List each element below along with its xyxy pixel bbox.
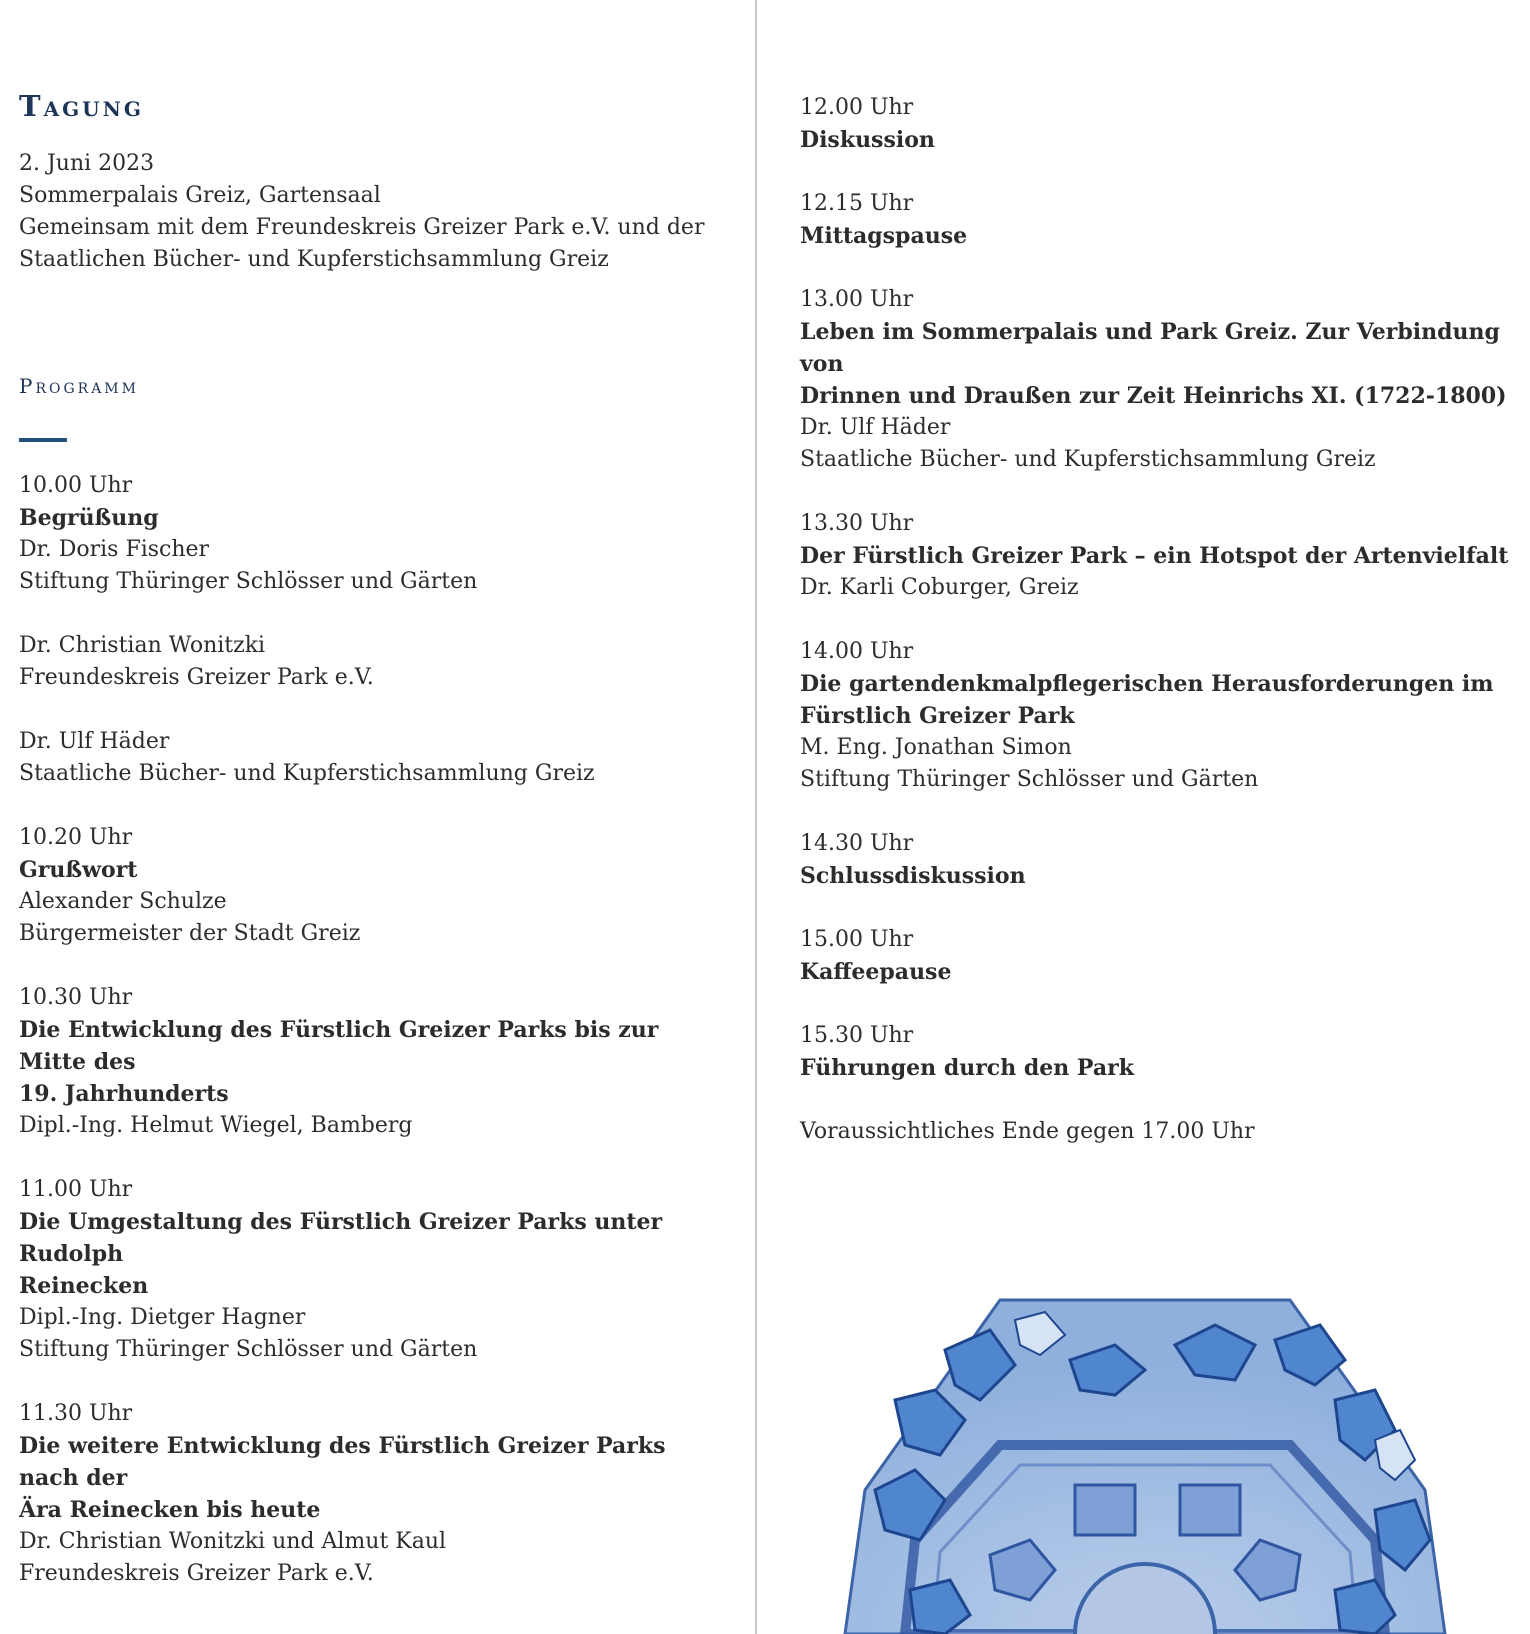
page-fold <box>755 0 757 1634</box>
program-item <box>800 924 1510 988</box>
program-time: 12.15 Uhr <box>800 191 914 216</box>
page-title: Tagung <box>19 89 144 123</box>
program-title: Fürstlich Greizer Park <box>800 703 1075 729</box>
event-partners-line-1: Gemeinsam mit dem Freundeskreis Greizer Park e.V. und der <box>19 215 705 240</box>
program-title: Kaffeepause <box>800 959 952 985</box>
program-item <box>800 92 1510 156</box>
program-time: 14.30 Uhr <box>800 831 914 856</box>
program-item <box>19 982 729 1142</box>
program-item <box>19 1398 729 1590</box>
program-speaker: Freundeskreis Greizer Park e.V. <box>19 1561 374 1586</box>
program-title: Der Fürstlich Greizer Park – ein Hotspot der Artenvielfalt <box>800 543 1509 569</box>
event-partners-line-2: Staatlichen Bücher- und Kupferstichsammlung Greiz <box>19 247 609 272</box>
program-speaker: Dipl.-Ing. Dietger Hagner <box>19 1305 306 1330</box>
section-rule <box>19 438 67 442</box>
ivy-ornament-illustration <box>815 1290 1475 1634</box>
program-title: Diskussion <box>800 127 935 153</box>
program-item <box>800 188 1510 252</box>
event-date: 2. Juni 2023 <box>19 151 155 176</box>
program-title: Mittagspause <box>800 223 968 249</box>
program-speaker: Bürgermeister der Stadt Greiz <box>19 921 361 946</box>
program-title: Grußwort <box>19 857 138 883</box>
closing-note: Voraussichtliches Ende gegen 17.00 Uhr <box>800 1119 1255 1144</box>
program-title: Die Umgestaltung des Fürstlich Greizer Parks unter Rudolph <box>19 1209 663 1267</box>
program-time: 13.00 Uhr <box>800 287 914 312</box>
program-time: 15.30 Uhr <box>800 1023 914 1048</box>
program-time: 13.30 Uhr <box>800 511 914 536</box>
program-title: Die Entwicklung des Fürstlich Greizer Parks bis zur Mitte des <box>19 1017 659 1075</box>
program-speaker: Dipl.-Ing. Helmut Wiegel, Bamberg <box>19 1113 413 1138</box>
program-speaker: Staatliche Bücher- und Kupferstichsammlung Greiz <box>800 447 1376 472</box>
program-speaker: Stiftung Thüringer Schlösser und Gärten <box>19 569 478 594</box>
programm-label: Programm <box>19 374 139 398</box>
program-title: Ära Reinecken bis heute <box>19 1497 321 1523</box>
program-title: Die gartendenkmalpflegerischen Herausforderungen im <box>800 671 1494 697</box>
program-title: Drinnen und Draußen zur Zeit Heinrichs XI. (1722-1800) <box>800 383 1507 409</box>
program-time: 10.20 Uhr <box>19 825 133 850</box>
right-column <box>800 92 1510 1148</box>
program-speaker: Freundeskreis Greizer Park e.V. <box>19 665 374 690</box>
program-item <box>800 828 1510 892</box>
program-speaker: Dr. Karli Coburger, Greiz <box>800 575 1079 600</box>
program-item <box>19 630 729 694</box>
program-item <box>800 284 1510 476</box>
program-item <box>19 822 729 950</box>
program-time: 14.00 Uhr <box>800 639 914 664</box>
program-title: 19. Jahrhunderts <box>19 1081 229 1107</box>
program-speaker: Dr. Ulf Häder <box>800 415 951 440</box>
program-item <box>19 1174 729 1366</box>
program-time: 11.30 Uhr <box>19 1401 133 1426</box>
intro-block <box>19 148 729 276</box>
program-item <box>800 508 1510 604</box>
program-title: Reinecken <box>19 1273 149 1299</box>
program-list-right <box>800 92 1510 1084</box>
program-item <box>800 1020 1510 1084</box>
program-speaker: Dr. Doris Fischer <box>19 537 210 562</box>
program-title: Die weitere Entwicklung des Fürstlich Greizer Parks nach der <box>19 1433 666 1491</box>
program-speaker: Dr. Christian Wonitzki und Almut Kaul <box>19 1529 447 1554</box>
program-speaker: Staatliche Bücher- und Kupferstichsammlung Greiz <box>19 761 595 786</box>
program-title: Führungen durch den Park <box>800 1055 1134 1081</box>
program-speaker: Alexander Schulze <box>19 889 227 914</box>
program-time: 15.00 Uhr <box>800 927 914 952</box>
program-item <box>800 636 1510 796</box>
program-item <box>19 470 729 598</box>
left-column <box>19 86 729 1622</box>
program-time: 10.30 Uhr <box>19 985 133 1010</box>
program-speaker: Dr. Ulf Häder <box>19 729 170 754</box>
program-list-left <box>19 470 729 1590</box>
event-venue: Sommerpalais Greiz, Gartensaal <box>19 183 381 208</box>
program-time: 11.00 Uhr <box>19 1177 133 1202</box>
program-time: 10.00 Uhr <box>19 473 133 498</box>
program-speaker: Dr. Christian Wonitzki <box>19 633 266 658</box>
program-speaker: Stiftung Thüringer Schlösser und Gärten <box>800 767 1259 792</box>
program-speaker: Stiftung Thüringer Schlösser und Gärten <box>19 1337 478 1362</box>
program-time: 12.00 Uhr <box>800 95 914 120</box>
program-title: Schlussdiskussion <box>800 863 1026 889</box>
program-title: Begrüßung <box>19 505 159 531</box>
program-speaker: M. Eng. Jonathan Simon <box>800 735 1072 760</box>
program-item <box>19 726 729 790</box>
program-title: Leben im Sommerpalais und Park Greiz. Zur Verbindung von <box>800 319 1500 377</box>
